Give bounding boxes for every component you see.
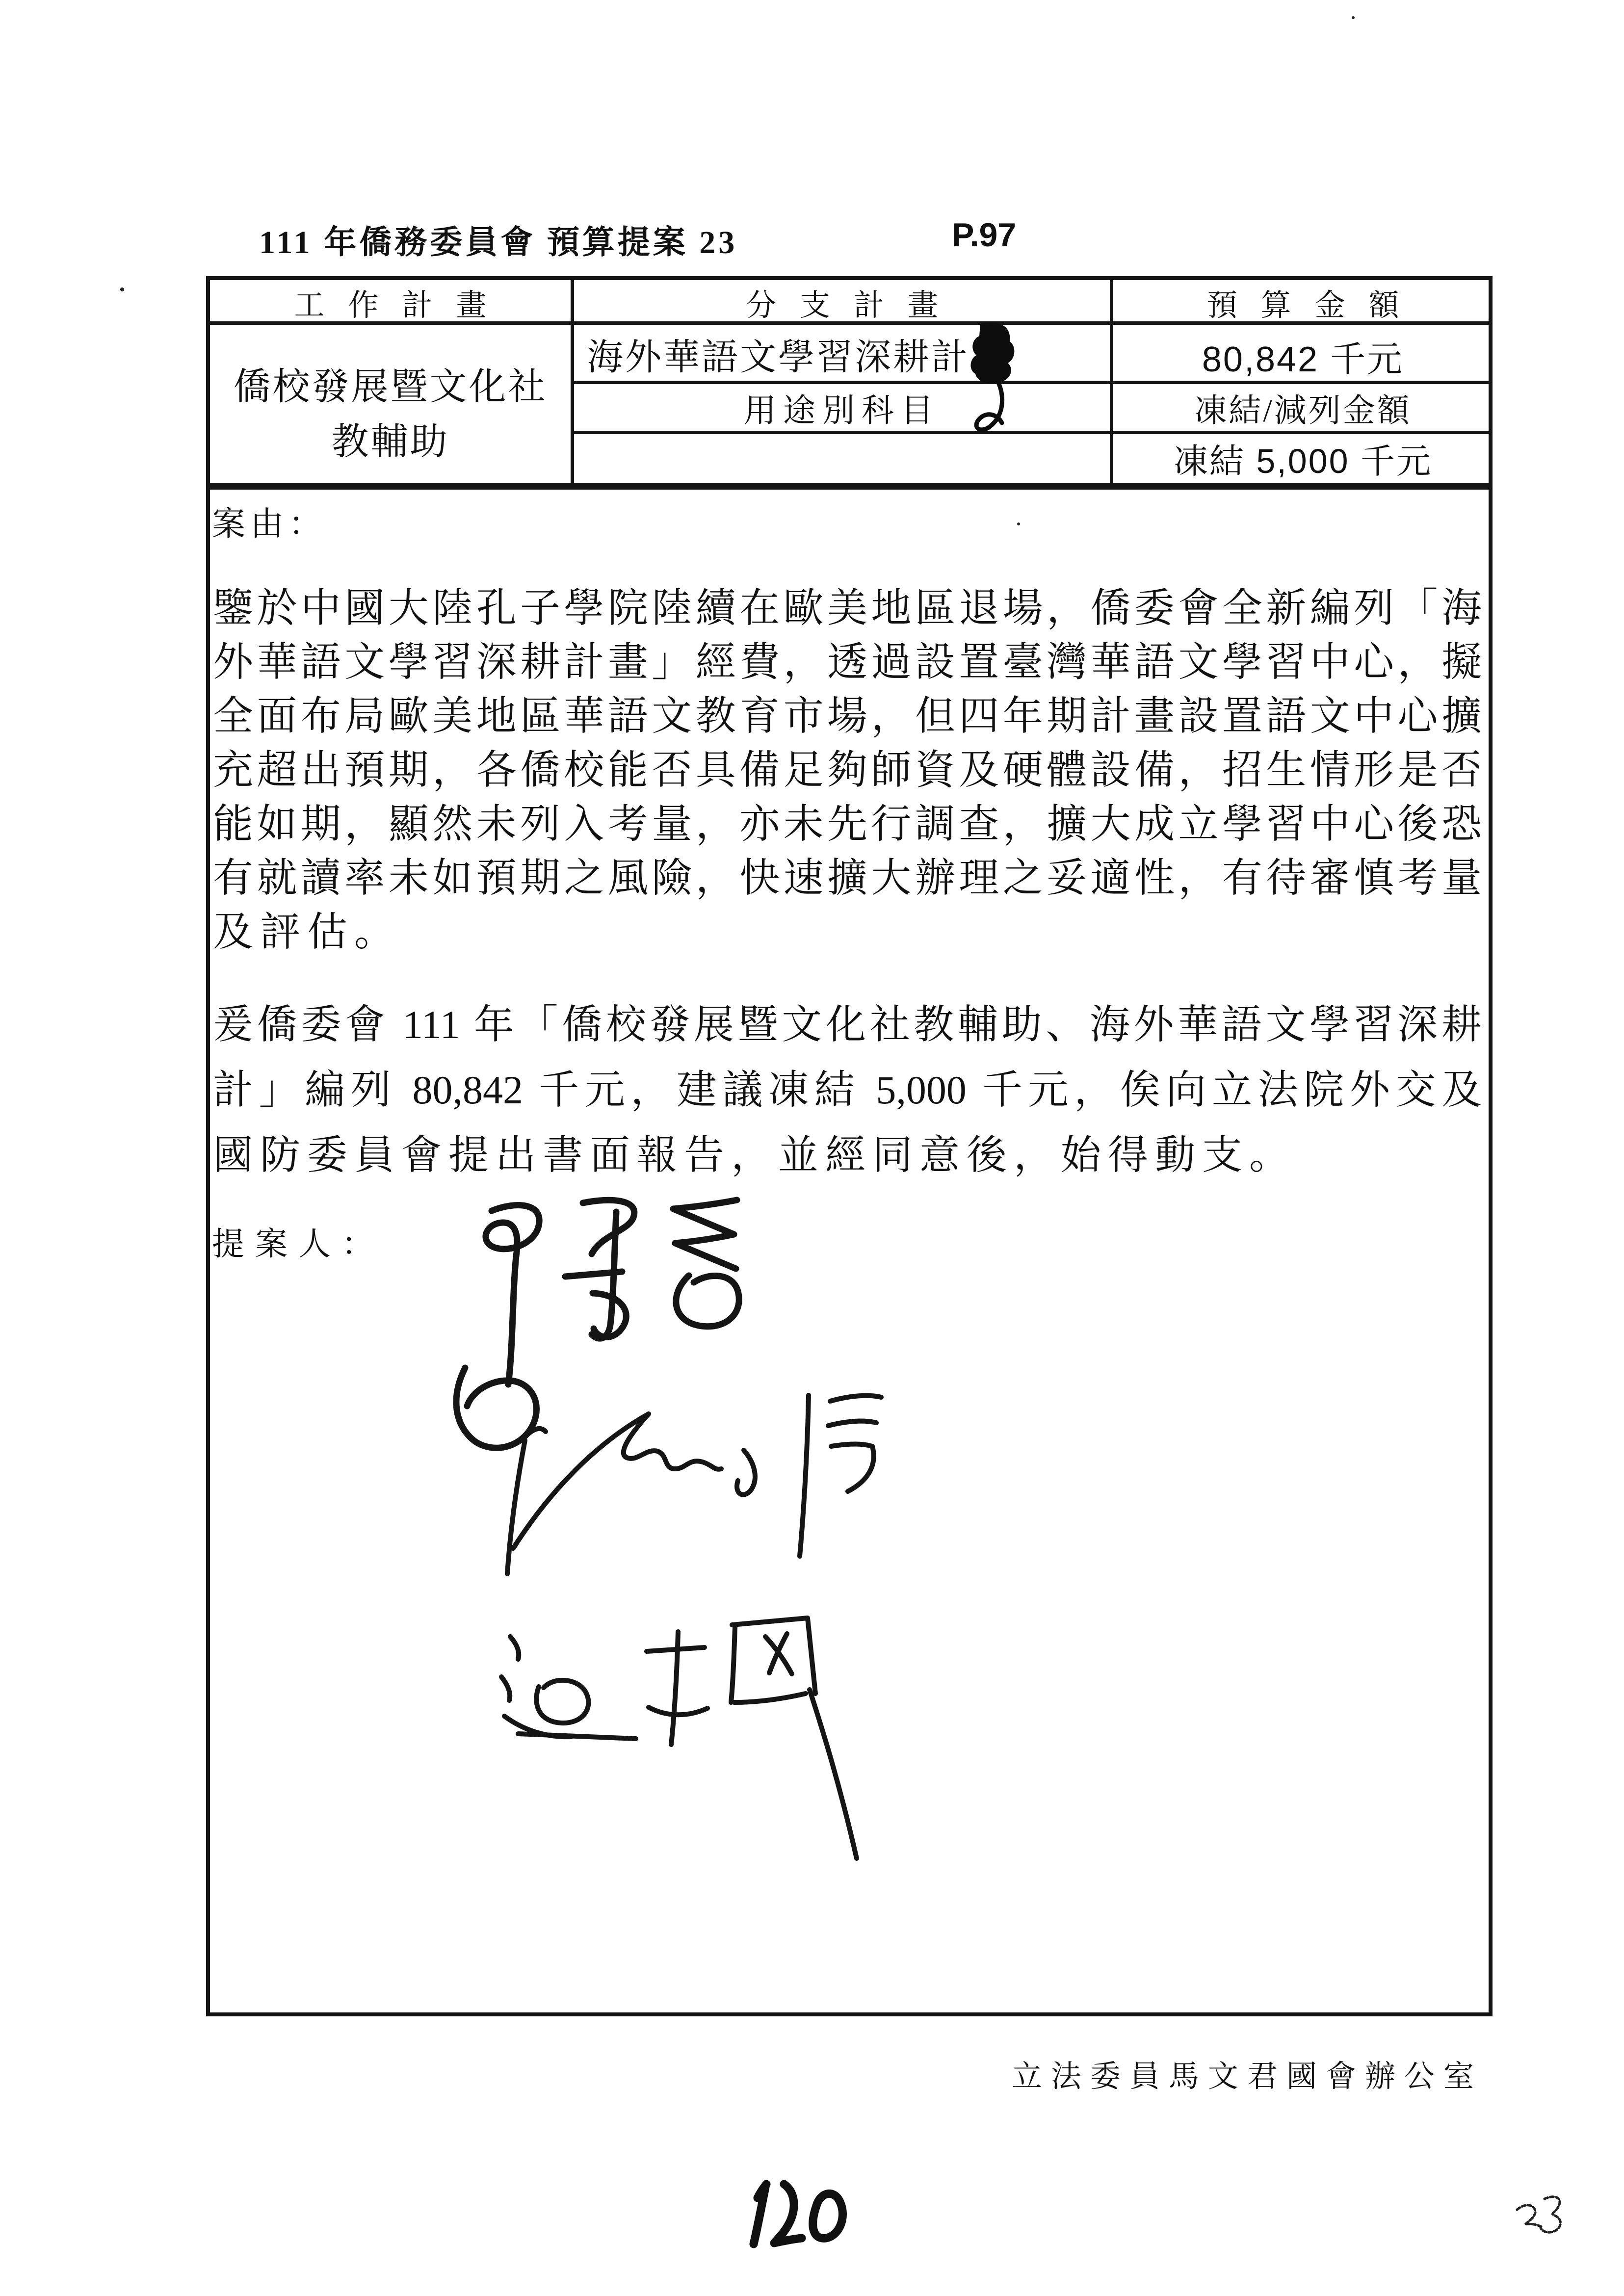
cell-work-plan (210, 353, 571, 476)
case-p2-line: 爰僑委會 111 年「僑校發展暨文化社教輔助、海外華語文學習深耕 (213, 1002, 1482, 1047)
page-reference: P.97 (952, 216, 1017, 254)
case-paragraph-2 (213, 994, 1482, 1190)
case-p1-line: 鑒於中國大陸孔子學院陸續在歐美地區退場，僑委會全新編列「海 (213, 586, 1482, 630)
case-p1-line: 全面布局歐美地區華語文教育市場，但四年期計畫設置語文中心擴 (213, 694, 1482, 738)
corner-page-note (1517, 2197, 1561, 2232)
footer-office: 立法委員馬文君國會辦公室 (1012, 2060, 1483, 2093)
table-divider-col2 (1110, 276, 1113, 490)
work-plan-line-2: 教輔助 (331, 421, 449, 463)
cell-freeze-column-label: 凍結/減列金額 (1194, 392, 1412, 429)
case-p1-line: 能如期，顯然未列入考量，亦未先行調查，擴大成立學習中心後恐 (213, 802, 1482, 846)
case-p1-line: 及評估。 (213, 910, 402, 954)
table-divider-col1 (571, 276, 574, 490)
table-header-sub-plan: 分支計畫 (745, 288, 962, 322)
proposer-label: 提案人： (212, 1226, 385, 1262)
case-paragraph-1 (213, 583, 1482, 961)
case-p1-line: 充超出預期，各僑校能否具備足夠師資及硬體設備，招生情形是否 (213, 748, 1482, 792)
cell-usage-category: 用途別科目 (744, 392, 940, 429)
cell-sub-plan: 海外華語文學習深耕計 (587, 338, 969, 378)
table-header-budget-amount: 預算金額 (1206, 288, 1423, 322)
case-p1-line: 外華語文學習深耕計畫」經費，透過設置臺灣華語文學習中心，擬 (213, 640, 1482, 684)
case-p2-line: 國防委員會提出書面報告，並經同意後，始得動支。 (213, 1133, 1297, 1177)
cell-budget-amount: 80,842 千元 (1202, 340, 1404, 379)
table-line-bottom-thick (206, 483, 1493, 490)
case-p1-line: 有就讀率未如預期之風險，快速擴大辦理之妥適性，有待審慎考量 (213, 856, 1482, 900)
cell-freeze-amount: 凍結 5,000 千元 (1173, 442, 1433, 480)
case-p2-line: 計」編列 80,842 千元，建議凍結 5,000 千元，俟向立法院外交及 (213, 1068, 1482, 1112)
work-plan-line-1: 僑校發展暨文化社 (233, 366, 548, 408)
page-title: 111 年僑務委員會 預算提案 23 (259, 225, 738, 261)
case-label: 案由： (212, 505, 327, 543)
table-header-work-plan: 工作計畫 (294, 288, 510, 322)
handwritten-page-number (754, 2184, 842, 2244)
